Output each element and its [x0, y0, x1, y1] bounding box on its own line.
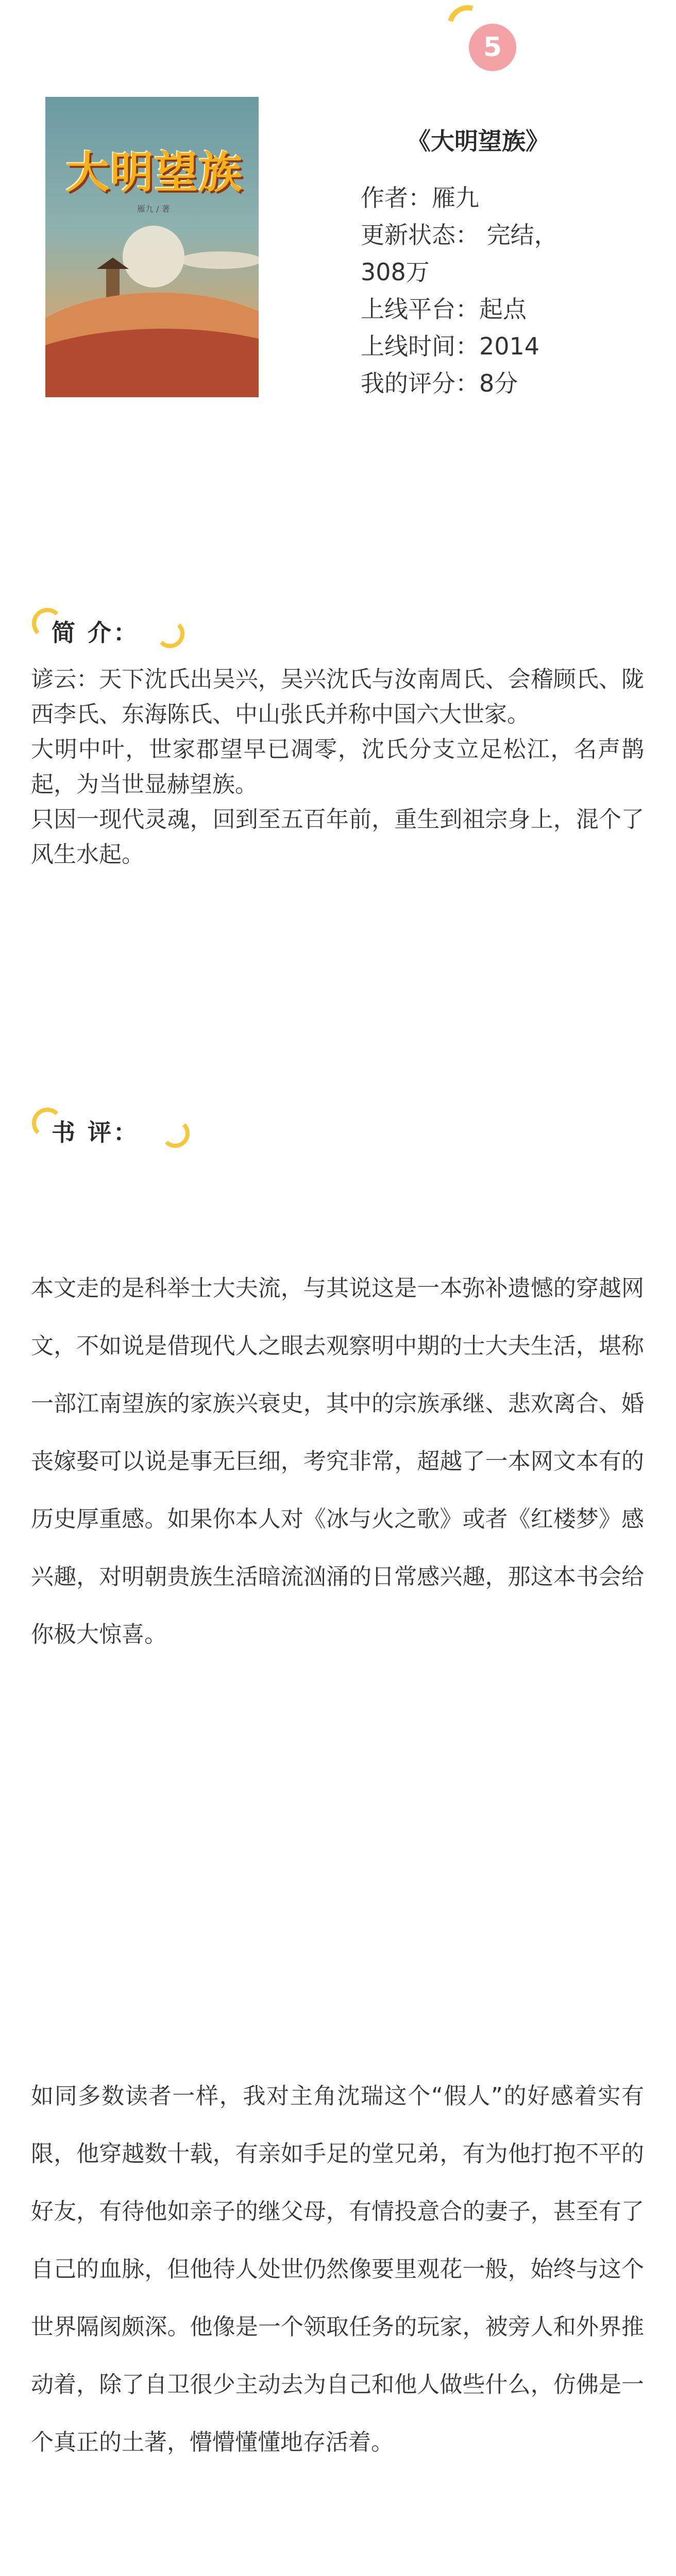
book-info — [361, 179, 649, 402]
rank-badge-group — [437, 5, 514, 67]
review-heading — [32, 1108, 197, 1149]
intro-heading-text: 简 介： — [52, 619, 140, 647]
intro-paragraph: 大明中叶，世家郡望早已凋零，沈氏分支立足松江，名声鹊起，为当世显赫望族。 — [31, 736, 644, 798]
info-status: 更新状态： 完结， — [361, 221, 558, 249]
info-wordcount: 308万 — [361, 258, 430, 286]
cover-title: 大明望族 — [66, 147, 244, 198]
decorative-arc-icon — [161, 1119, 190, 1148]
review-heading-text: 书 评： — [52, 1118, 140, 1146]
info-author: 作者：雁九 — [361, 184, 479, 212]
review-paragraph: 本文走的是科举士大夫流，与其说这是一本弥补遗憾的穿越网文，不如说是借现代人之眼去观察明中期的士大夫生活，堪称一部江南望族的家族兴衰史，其中的宗族承继、悲欢离合、婚丧嫁娶可以说是事无巨细，考究非常，超越了一本网文本有的历史厚重感。如果你本人对《冰与火之歌》或者《红楼梦》感兴趣，对明朝贵族生活暗流汹涌的日常感兴趣，那这本书会给你极大惊喜。 — [31, 1275, 644, 1648]
cover-hill — [45, 329, 259, 397]
intro-paragraph: 谚云：天下沈氏出吴兴，吴兴沈氏与汝南周氏、会稽顾氏、陇西李氏、东海陈氏、中山张氏并称中国六大世家。 — [31, 666, 644, 727]
cover-sun — [123, 226, 184, 287]
cover-author: 雁九 / 著 — [137, 204, 170, 214]
info-platform: 上线平台：起点 — [361, 295, 527, 323]
info-time: 上线时间：2014 — [361, 332, 540, 360]
review-paragraph: 如同多数读者一样，我对主角沈瑞这个“假人”的好感着实有限，他穿越数十载，有亲如手足的堂兄弟，有为他打抱不平的好友，有待他如亲子的继父母，有情投意合的妻子，甚至有了自己的血脉，但他待人处世仍然像要里观花一般，始终与这个世界隔阂颇深。他像是一个领取任务的玩家，被旁人和外界推动着，除了自卫很少主动去为自己和他人做些什么，仿佛是一个真正的土著，懵懵懂懂地存活着。 — [31, 2083, 644, 2455]
cover-cloud — [179, 251, 259, 269]
book-cover — [45, 97, 259, 397]
intro-heading — [32, 608, 197, 649]
rank-badge: 5 — [469, 24, 516, 71]
info-score: 我的评分：8分 — [361, 369, 518, 397]
decorative-arc-icon — [156, 619, 184, 648]
book-title: 《大明望族》 — [407, 127, 549, 155]
intro-text — [31, 662, 644, 872]
intro-paragraph: 只因一现代灵魂，回到至五百年前，重生到祖宗身上，混个了风生水起。 — [31, 806, 644, 868]
